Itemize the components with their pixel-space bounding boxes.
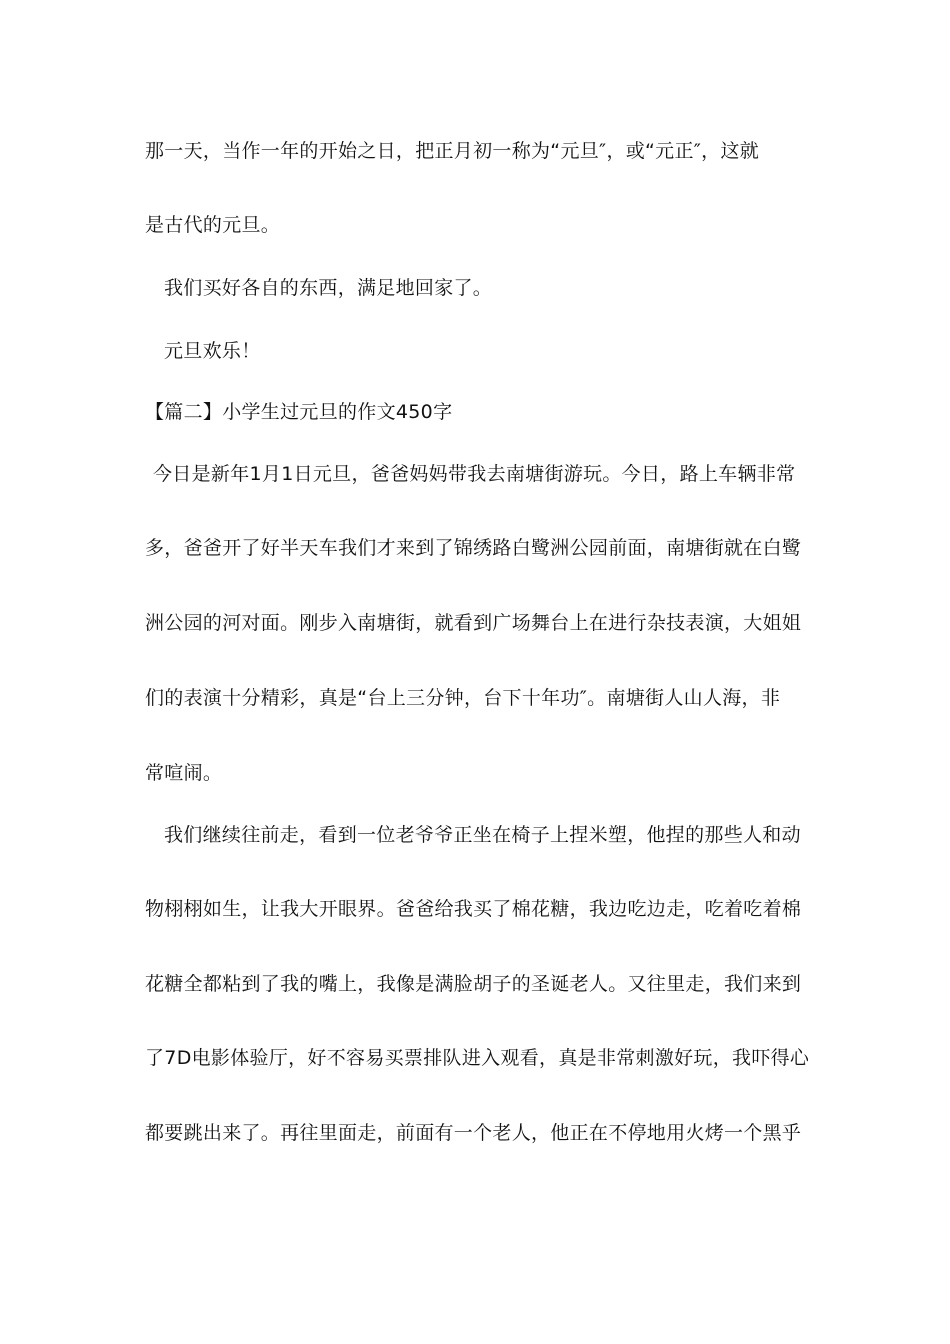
paragraph-line: 是古代的元旦。 xyxy=(145,214,281,236)
paragraph-line: 那一天，当作一年的开始之日，把正月初一称为“元旦″，或“元正″，这就 xyxy=(145,140,760,162)
paragraph-line: 们的表演十分精彩，真是“台上三分钟，台下十年功″。南塘街人山人海，非 xyxy=(145,687,781,709)
paragraph-line: 了7D电影体验厅，好不容易买票排队进入观看，真是非常刺激好玩，我吓得心 xyxy=(145,1047,810,1069)
paragraph-line: 元旦欢乐！ xyxy=(164,340,261,362)
paragraph-line: 洲公园的河对面。刚步入南塘街，就看到广场舞台上在进行杂技表演，大姐姐 xyxy=(145,612,802,634)
paragraph-line: 物栩栩如生，让我大开眼界。爸爸给我买了棉花糖，我边吃边走，吃着吃着棉 xyxy=(145,898,802,920)
paragraph-line: 多，爸爸开了好半天车我们才来到了锦绣路白鹭洲公园前面，南塘街就在白鹭 xyxy=(145,537,802,559)
paragraph-line: 花糖全都粘到了我的嘴上，我像是满脸胡子的圣诞老人。又往里走，我们来到 xyxy=(145,973,802,995)
paragraph-line: 今日是新年1月1日元旦，爸爸妈妈带我去南塘街游玩。今日，路上车辆非常 xyxy=(153,463,796,485)
paragraph-line: 我们买好各自的东西，满足地回家了。 xyxy=(164,277,493,299)
paragraph-line: 都要跳出来了。再往里面走，前面有一个老人，他正在不停地用火烤一个黑乎 xyxy=(145,1122,802,1144)
section-heading: 【篇二】小学生过元旦的作文450字 xyxy=(145,401,453,423)
paragraph-line: 我们继续往前走，看到一位老爷爷正坐在椅子上捏米塑，他捏的那些人和动 xyxy=(164,824,801,846)
paragraph-line: 常喧闹。 xyxy=(145,762,223,784)
